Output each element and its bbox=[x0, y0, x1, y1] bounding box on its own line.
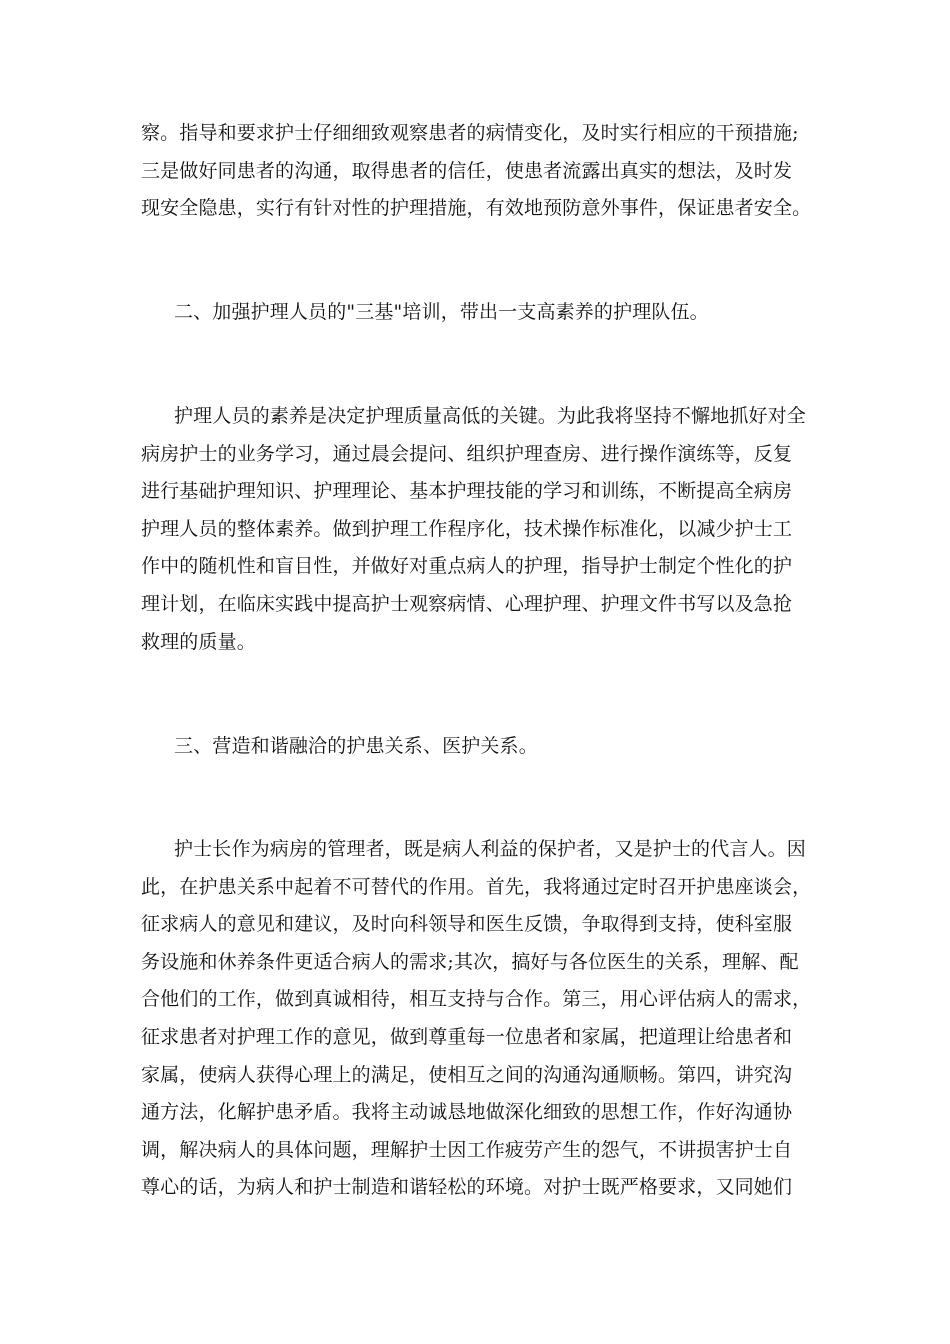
paragraph-safety-continued bbox=[141, 115, 812, 228]
text-line: 家属，使病人获得心理上的满足，使相互之间的沟通沟通顺畅。第四，讲究沟 bbox=[141, 1063, 793, 1086]
paragraph-relations bbox=[141, 831, 812, 1207]
text-line: 察。指导和要求护士仔细细致观察患者的病情变化，及时实行相应的干预措施; bbox=[141, 122, 799, 144]
text-line: 尊心的话，为病人和护士制造和谐轻松的环境。对护士既严格要求，又同她们 bbox=[141, 1176, 793, 1199]
text-line: 作中的随机性和盲目性，并做好对重点病人的护理，指导护士制定个性化的护 bbox=[141, 555, 793, 578]
text-line: 护理人员的素养是决定护理质量高低的关键。为此我将坚持不懈地抓好对全 bbox=[174, 405, 806, 427]
text-line: 病房护士的业务学习，通过晨会提问、组织护理查房、进行操作演练等，反复 bbox=[141, 442, 793, 465]
text-line: 征求病人的意见和建议，及时向科领导和医生反馈，争取得到支持，使科室服 bbox=[141, 913, 793, 936]
text-line: 合他们的工作，做到真诚相待，相互支持与合作。第三，用心评估病人的需求， bbox=[141, 988, 812, 1011]
text-line: 现安全隐患，实行有针对性的护理措施，有效地预防意外事件，保证患者安全。 bbox=[141, 197, 812, 220]
text-line: 救理的质量。 bbox=[141, 630, 256, 653]
text-line: 通方法，化解护患矛盾。我将主动诚恳地做深化细致的思想工作，作好沟通协 bbox=[141, 1101, 793, 1124]
text-line: 护士长作为病房的管理者，既是病人利益的保护者，又是护士的代言人。因 bbox=[174, 838, 806, 860]
section-heading-training bbox=[141, 294, 809, 332]
text-line: 此，在护患关系中起着不可替代的作用。首先，我将通过定时召开护患座谈会， bbox=[141, 875, 812, 898]
text-line: 调，解决病人的具体问题，理解护士因工作疲劳产生的怨气，不讲损害护士自 bbox=[141, 1138, 793, 1161]
heading-text: 三、营造和谐融洽的护患关系、医护关系。 bbox=[174, 735, 538, 757]
text-line: 征求患者对护理工作的意见，做到尊重每一位患者和家属，把道理让给患者和 bbox=[141, 1025, 793, 1048]
text-line: 理计划，在临床实践中提高护士观察病情、心理护理、护理文件书写以及急抢 bbox=[141, 592, 793, 615]
heading-text: 二、加强护理人员的"三基"培训，带出一支高素养的护理队伍。 bbox=[174, 301, 709, 323]
text-line: 护理人员的整体素养。做到护理工作程序化，技术操作标准化，以减少护士工 bbox=[141, 517, 793, 540]
text-line: 进行基础护理知识、护理理论、基本护理技能的学习和训练，不断提高全病房 bbox=[141, 480, 793, 503]
section-heading-relations bbox=[141, 728, 809, 766]
paragraph-training bbox=[141, 398, 809, 661]
text-line: 务设施和休养条件更适合病人的需求;其次，搞好与各位医生的关系，理解、配 bbox=[141, 950, 799, 973]
text-line: 三是做好同患者的沟通，取得患者的信任，使患者流露出真实的想法，及时发 bbox=[141, 159, 793, 182]
